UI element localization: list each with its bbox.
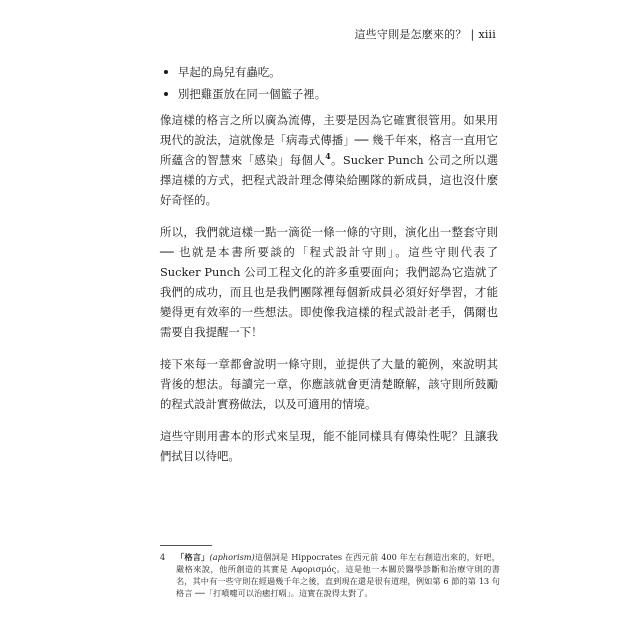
footnote-term: 「格言」 (176, 552, 210, 562)
paragraph-3: 接下來每一章都會說明一條守則，並提供了大量的範例，來說明其背後的想法。每讀完一章，你應該就會更清楚瞭解，該守則所鼓勵的程式設計實務做法，以及可適用的情境。 (160, 357, 498, 411)
footnote-number: 4 (160, 552, 166, 562)
proverb-list (160, 62, 498, 104)
bullet-icon (164, 92, 168, 96)
footnote-body (176, 551, 500, 599)
footnote-reference[interactable]: 4 (325, 151, 331, 162)
body-text (160, 62, 498, 478)
list-item-text: 別把雞蛋放在同一個籃子裡。 (178, 87, 327, 101)
list-item (160, 84, 498, 104)
chapter-title: 這些守則是怎麼來的？ (354, 28, 467, 41)
footnote-divider (160, 545, 212, 546)
list-item-text: 早起的鳥兒有蟲吃。 (178, 65, 281, 79)
list-item (160, 62, 498, 82)
footnote (160, 551, 500, 599)
running-header (355, 26, 496, 42)
paragraph-4: 這些守則用書本的形式來呈現，能不能同樣具有傳染性呢？且讓我們拭目以待吧。 (160, 429, 498, 463)
paragraph-1 (160, 110, 498, 210)
page-number: xiii (478, 28, 496, 41)
footnote-text: 這個詞是 Hippocrates 在西元前 400 年左右創造出來的，好吧，嚴格來說，他所創造的其實是 Αφορισμός。這是他一本關於醫學診斷和治療守則的書名，其中有一些守則在經過幾千年之後，直到現在還是很有道理，例如第 6 節的第 13 句格言 ──「打噴嚏可以治癒打嗝」。這實在說得太對了。 (176, 552, 500, 598)
header-separator: | (470, 28, 475, 41)
footnote-latin-term: (aphorism) (209, 552, 255, 562)
paragraph-1-text-b: 。Sucker Punch 公司之所以選擇這樣的方式，把程式設計理念傳染給團隊的新成員，這也沒什麼好奇怪的。 (160, 153, 498, 207)
bullet-icon (164, 70, 168, 74)
paragraph-2: 所以，我們就這樣一點一滴從一條一條的守則，演化出一整套守則 ── 也就是本書所要談的「程式設計守則」。這些守則代表了 Sucker Punch 公司工程文化的許多重要面向；我們認為它造就了我們的成功，而且也是我們團隊裡每個新成員必須好好學習，才能變得更有效率的一些想法。即使像我這樣的程式設計老手，偶爾也需要自我提醒一下！ (160, 225, 498, 339)
paragraph-1-text-a: 像這樣的格言之所以廣為流傳，主要是因為它確實很管用。如果用現代的說法，這就像是「病毒式傳播」── 幾千年來，格言一直用它所蘊含的智慧來「感染」每個人 (160, 113, 498, 167)
